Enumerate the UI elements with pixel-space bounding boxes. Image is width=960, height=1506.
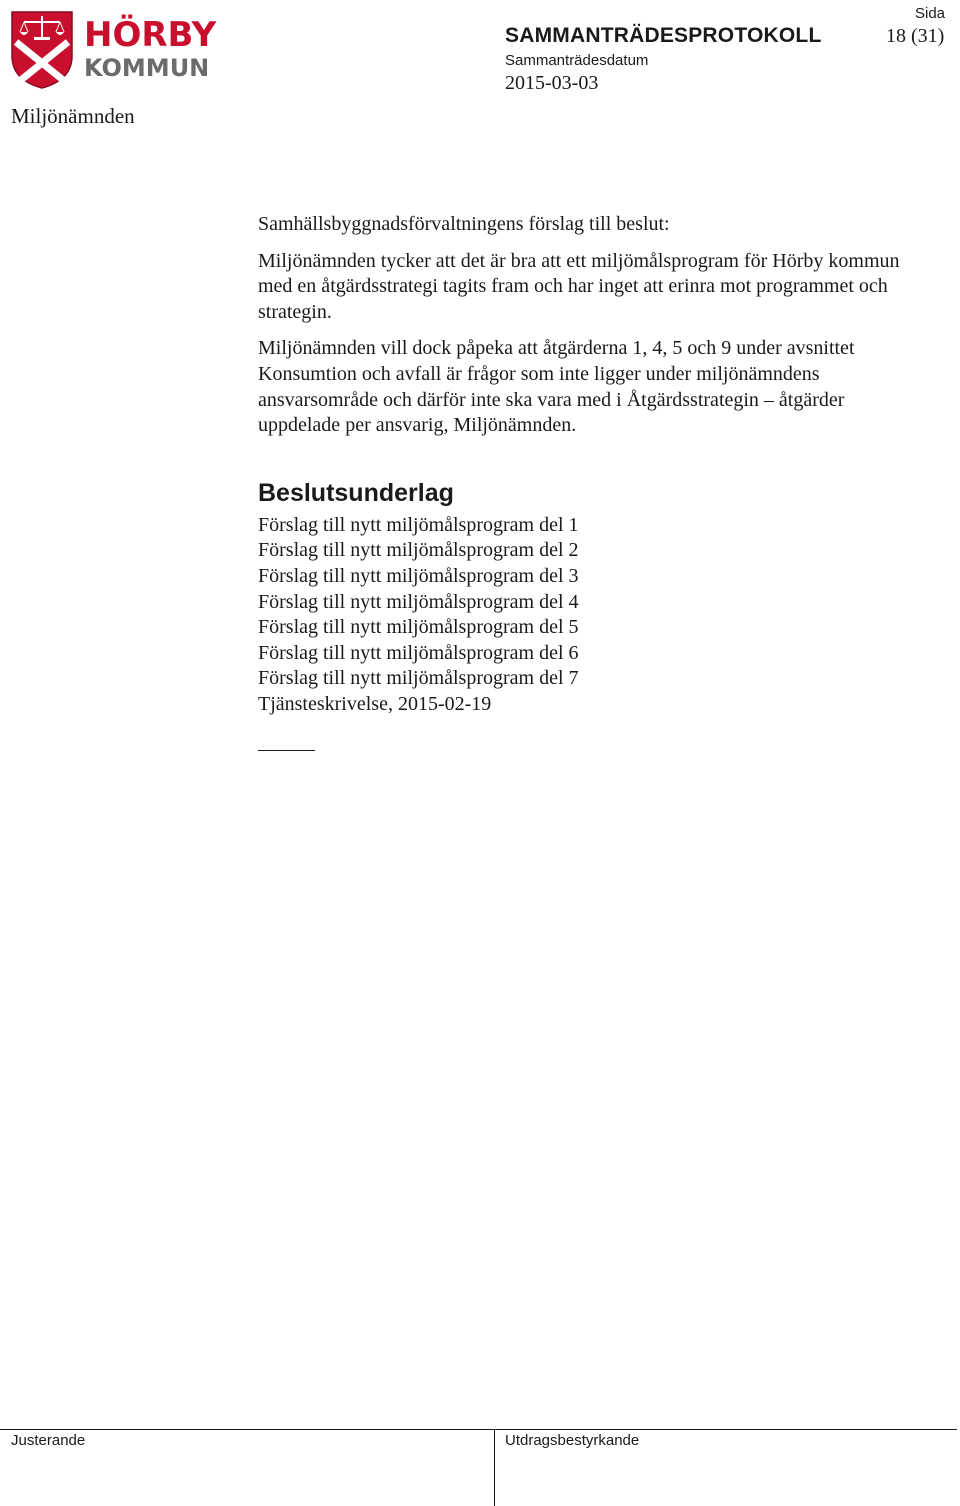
list-item: Förslag till nytt miljömålsprogram del 4 — [258, 590, 579, 613]
svg-text:HÖRBY: HÖRBY — [84, 15, 217, 55]
committee-name: Miljönämnden — [11, 104, 135, 128]
footer-column-divider — [494, 1429, 495, 1506]
list-item: Förslag till nytt miljömålsprogram del 5 — [258, 616, 579, 639]
proposal-paragraph-1: Miljönämnden tycker att det är bra att ett miljömålsprogram för Hörby kommun med en åtgärdsstrategi tagits fram och har inget att erinra mot programmet och strategin. — [258, 249, 900, 323]
list-item: Förslag till nytt miljömålsprogram del 3 — [258, 564, 579, 587]
section-title-beslutsunderlag: Beslutsunderlag — [258, 478, 454, 507]
footer-divider — [0, 1429, 957, 1430]
footer-utdragsbestyrkande: Utdragsbestyrkande — [505, 1432, 640, 1449]
list-item: Förslag till nytt miljömålsprogram del 6 — [258, 641, 579, 664]
horby-kommun-logo — [10, 8, 217, 90]
end-rule — [258, 750, 315, 751]
list-item: Förslag till nytt miljömålsprogram del 7 — [258, 667, 579, 690]
proposal-heading: Samhällsbyggnadsförvaltningens förslag till beslut: — [258, 213, 670, 235]
proposal-paragraph-2: Miljönämnden vill dock påpeka att åtgärderna 1, 4, 5 och 9 under avsnittet Konsumtion och avfall är frågor som inte ligger under miljönämndens ansvarsområde och därför inte ska vara med i Åtgärdsstrategin – åtgärder uppdelade per ansvarig, Miljönämnden. — [258, 337, 855, 437]
list-item: Tjänsteskrivelse, 2015-02-19 — [258, 692, 492, 715]
list-item: Förslag till nytt miljömålsprogram del 2 — [258, 539, 579, 562]
document-title: SAMMANTRÄDESPROTOKOLL — [505, 24, 822, 47]
protocol-body — [258, 212, 928, 751]
svg-text:KOMMUN: KOMMUN — [84, 54, 210, 82]
decision-documents-list — [258, 513, 928, 718]
footer-justerande: Justerande — [11, 1432, 86, 1449]
page-number: 18 (31) — [886, 25, 945, 47]
page-label: Sida — [915, 5, 946, 22]
meeting-date-label: Sammanträdesdatum — [505, 52, 649, 69]
meeting-date: 2015-03-03 — [505, 72, 599, 94]
coat-of-arms-icon — [12, 12, 72, 88]
list-item: Förslag till nytt miljömålsprogram del 1 — [258, 513, 579, 536]
